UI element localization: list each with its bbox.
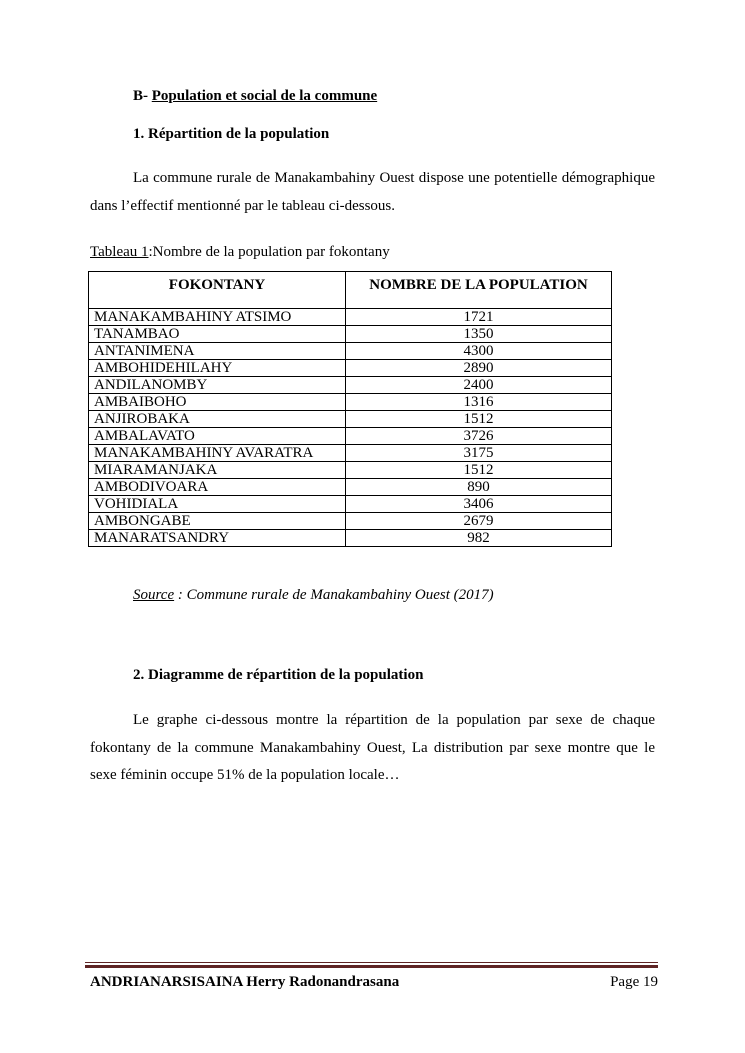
table-row — [89, 462, 612, 479]
section2-heading: 2. Diagramme de répartition de la population — [133, 667, 424, 683]
source-rest: : Commune rurale de Manakambahiny Ouest (2017) — [174, 587, 494, 603]
page-content — [90, 88, 655, 790]
table-row — [89, 530, 612, 547]
fokontany-cell: AMBONGABE — [89, 513, 346, 530]
table-row — [89, 411, 612, 428]
population-cell: 1721 — [346, 309, 612, 326]
population-cell: 1512 — [346, 411, 612, 428]
table-header-row — [89, 272, 612, 309]
source-label: Source — [133, 587, 175, 603]
fokontany-cell: AMBOHIDEHILAHY — [89, 360, 346, 377]
population-cell: 3175 — [346, 445, 612, 462]
fokontany-cell: AMBALAVATO — [89, 428, 346, 445]
population-cell: 1316 — [346, 394, 612, 411]
table-caption — [90, 244, 655, 260]
fokontany-cell: TANAMBAO — [89, 326, 346, 343]
section2-paragraph: Le graphe ci-dessous montre la répartition de la population par sexe de chaque fokontany de la commune Manakambahiny Ouest, La distribution par sexe montre que le sexe féminin occupe 51% de la population locale… — [90, 712, 655, 783]
page-footer — [85, 962, 658, 991]
population-cell: 2890 — [346, 360, 612, 377]
population-cell: 1512 — [346, 462, 612, 479]
fokontany-cell: MIARAMANJAKA — [89, 462, 346, 479]
table-row — [89, 496, 612, 513]
fokontany-cell: AMBODIVOARA — [89, 479, 346, 496]
population-cell: 2679 — [346, 513, 612, 530]
heading-b — [133, 88, 655, 104]
population-cell: 1350 — [346, 326, 612, 343]
table-row — [89, 360, 612, 377]
fokontany-cell: MANARATSANDRY — [89, 530, 346, 547]
table-row — [89, 394, 612, 411]
fokontany-cell: MANAKAMBAHINY AVARATRA — [89, 445, 346, 462]
table-row — [89, 513, 612, 530]
population-table — [88, 271, 612, 547]
table-caption-label: Tableau 1 — [90, 244, 149, 260]
table-row — [89, 445, 612, 462]
footer-page-number: Page 19 — [610, 974, 658, 990]
fokontany-cell: ANDILANOMBY — [89, 377, 346, 394]
table-row — [89, 479, 612, 496]
fokontany-cell: ANJIROBAKA — [89, 411, 346, 428]
table-row — [89, 326, 612, 343]
fokontany-cell: VOHIDIALA — [89, 496, 346, 513]
fokontany-cell: AMBAIBOHO — [89, 394, 346, 411]
population-cell: 982 — [346, 530, 612, 547]
population-cell: 3726 — [346, 428, 612, 445]
header-fokontany: FOKONTANY — [89, 272, 346, 309]
section1-heading: 1. Répartition de la population — [133, 126, 330, 142]
table-row — [89, 377, 612, 394]
population-table-head — [89, 272, 612, 309]
footer-rule-thick — [85, 965, 658, 968]
footer-text-row — [85, 974, 658, 991]
header-population: NOMBRE DE LA POPULATION — [346, 272, 612, 309]
section1-paragraph: La commune rurale de Manakambahiny Ouest dispose une potentielle démographique dans l’effectif mentionné par le tableau ci-dessous. — [90, 170, 655, 214]
source-line — [133, 587, 655, 604]
population-cell: 3406 — [346, 496, 612, 513]
fokontany-cell: MANAKAMBAHINY ATSIMO — [89, 309, 346, 326]
population-cell: 2400 — [346, 377, 612, 394]
footer-author: ANDRIANARSISAINA Herry Radonandrasana — [90, 974, 400, 990]
table-row — [89, 343, 612, 360]
population-cell: 4300 — [346, 343, 612, 360]
population-cell: 890 — [346, 479, 612, 496]
table-row — [89, 309, 612, 326]
heading-b-title: Population et social de la commune — [151, 88, 378, 104]
table-row — [89, 428, 612, 445]
table-caption-rest: :Nombre de la population par fokontany — [148, 244, 390, 260]
population-table-body — [89, 309, 612, 547]
heading-b-prefix: B- — [133, 88, 152, 104]
fokontany-cell: ANTANIMENA — [89, 343, 346, 360]
